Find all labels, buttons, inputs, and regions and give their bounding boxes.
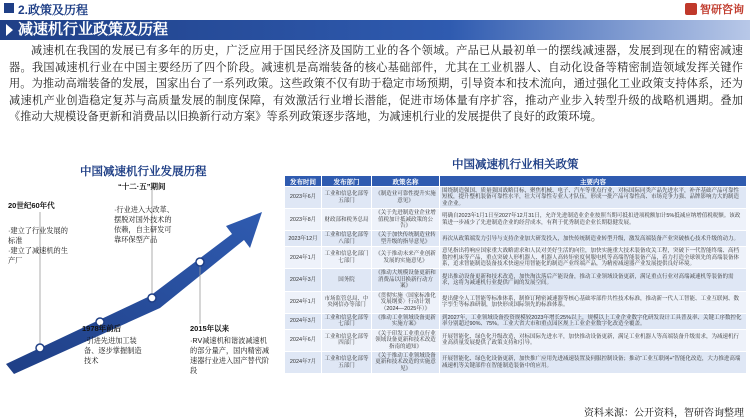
cell-content: 再次从政策端发力引导与支持企业加大研发投入，加快传统制造业转型升级，激发高端装备产业突破核心技术升级的动力。 [440,231,747,247]
cell-policy: 《制造业可靠性提升实施意见》 [372,187,440,209]
cell-policy: 《推动大规模设备更新和消费品以旧换新行动方案》 [372,269,440,291]
stage-year: 2015年以来 [190,324,230,333]
logo-text: 智研咨询 [700,4,744,16]
cell-content: 到2027年，工业领域设备投资规模较2023年增长25%以上，规模以上工业企业数字化研发设计工具普及率、关键工序数控化率分别超过90%、75%。工业大省大市和重点园区规上工业企业数字化改造全覆盖。 [440,313,747,329]
timeline-node [36,344,44,352]
stage-year: 1978年前后 [82,324,122,333]
brand-logo [685,1,744,17]
column-header: 发布部门 [322,176,372,187]
column-header: 主要内容 [440,176,747,187]
stage-description: ·RV减速机和谐波减速机的部分量产，国内精密减速器行业进入国产替代阶段 [190,336,270,375]
timeline-node [148,294,156,302]
cell-content: 开展智能化、绿色化升级改造，对标国际先进水平，加快推动设备更新，满足工业机器人等高端装备升级需求，为减速机行业高质量发展提供了政策支持和引导。 [440,329,747,351]
cell-department: 市场监管总局、中央网信办等部门 [322,291,372,313]
cell-content: 开展智能化、绿色化设备更新，加快推广应用先进减速装置及伺服控制设备；推动“工业互联网+”智能化改造，大力推进高端减速机等关键部件在智能制造装备中的应用。 [440,351,747,373]
timeline-node [196,258,204,266]
stage-year: “十二·五”期间 [118,182,166,191]
stage-description: ·行业进入大改革、摆脱对国外技术的依赖，自主研发可靠环保型产品 [114,205,174,244]
cell-content: 围绕制造强国、质量强国战略目标，聚焦机械、电子、汽车等重点行业，对标国际同类产品先进水平，补齐基础产品可靠性短板，提升整机装备可靠性水平，壮大可靠性专业人才队伍，形成一批产品可靠性高、市场竞争力强、品牌影响力大的制造业企业。 [440,187,747,209]
section-marker-icon [4,3,14,13]
section-title: 2.政策及历程 [18,3,89,17]
table-row [285,187,747,209]
intro-paragraph: 减速机在我国的发展已有多年的历史，广泛应用于国民经济及国防工业的各个领域。产品已从最初单一的摆线减速器，发展到现在的精密减速器。我国减速机行业在中国主要经历了四个阶段。减速机是高端装备的核心基础部件，尤其在工业机器人、自动化设备等精密制造领域发挥关键作用。为推动高端装备的发展，国家出台了一系列政策。这些政策不仅有助于稳定市场预期，引导资本和技术流向，通过强化工业政策支持体系，还为减速机产业创造稳定复苏与高质量发展的制度保障，有效激活行业增长潜能，促进市场体量有序扩容，推动产业步入转型升级的战略机遇期。叠加《推动大规模设备更新和消费品以旧换新行动方案》等系列政策逐步落地，为减速机行业的发展提供了良好的政策环境。 [9,45,743,124]
top-bar [0,0,750,17]
cell-department: 工业和信息化部等四部门 [322,329,372,351]
cell-department: 国务院 [322,269,372,291]
table-row [285,329,747,351]
column-header: 发布时间 [285,176,322,187]
table-row [285,269,747,291]
cell-department: 工业和信息化部等五部门 [322,187,372,209]
cell-date: 2023年8月 [285,209,322,231]
stage-year: 20世纪60年代 [8,201,55,210]
stage-description: ·引进先进加工装备、逐步掌握制造技术 [84,336,142,365]
table-row [285,351,747,373]
cell-policy: 《关于推动工业领域设备更新和技术改造的实施意见》 [372,351,440,373]
cell-policy: 《关于推动未来产业创新发展的实施意见》 [372,247,440,269]
cell-department: 工业和信息化部等七部门 [322,313,372,329]
cell-policy: 《贯彻实施〈国家标准化发展纲要〉行动计划（2024—2025年）》 [372,291,440,313]
table-row [285,313,747,329]
cell-date: 2024年1月 [285,291,322,313]
cell-date: 2024年6月 [285,329,322,351]
policy-table [284,175,747,374]
cell-date: 2024年7月 [285,351,322,373]
stage-description: ·建立了行业发展的标准 ·建立了减速机的生产厂 [8,226,68,265]
table-row [285,209,747,231]
cell-department: 财政部和税务总局 [322,209,372,231]
cell-policy: 《关于加快传统制造业转型升级的指导意见》 [372,231,440,247]
table-header-row [285,176,747,187]
table-row [285,291,747,313]
logo-icon [685,3,697,15]
cell-department: 工业和信息化部门七部门 [322,247,372,269]
cell-date: 2024年3月 [285,269,322,291]
timeline-title: 中国减速机行业发展历程 [80,166,207,178]
source-note: 资料来源：公开资料，智研咨询整理 [584,408,744,419]
cell-department: 工业和信息化部等五部门 [322,351,372,373]
table-row [285,247,747,269]
cell-date: 2024年3月 [285,313,322,329]
cell-policy: 《关于先进制造业企业增值税加计抵减政策的公告》 [372,209,440,231]
cell-content: 提出健全人工智能等标准体系，制修订精密减速器等核心基础零部件共性技术标准，推动新一代人工智能、工业互联网、数字孪生等标准研制，加快形成国际领先的标准体系。 [440,291,747,313]
title-banner [0,20,750,40]
cell-policy: 《关于印发工业重点行业领域设备更新和技术改造指南的通知》 [372,329,440,351]
cell-date: 2023年12月 [285,231,322,247]
table-title: 中国减速机行业相关政策 [452,159,579,171]
column-header: 政策名称 [372,176,440,187]
table-row [285,231,747,247]
arrow-icon [6,24,13,36]
cell-content: 明确自2023年1月1日至2027年12月31日，允许先进制造业企业按照当期可抵扣进项税额加计5%抵减应纳增值税税额。该政策进一步减少了先进制造企业的经营成本，有利于优秀制造企业长期稳健发展。 [440,209,747,231]
page-title: 减速机行业政策及历程 [18,21,169,38]
cell-date: 2023年6月 [285,187,322,209]
cell-date: 2024年1月 [285,247,322,269]
cell-department: 工业和信息化部等八部门 [322,231,372,247]
cell-policy: 《推动工业领域设备更新实施方案》 [372,313,440,329]
cell-content: 提出推动设备更新和技术改造，加快淘汰落后产能设备，推动工业领域设备更新，满足重点行业对高端减速机等装备的需求，这将为减速机行业提供广阔的发展空间。 [440,269,747,291]
cell-content: 意见指出将响应国家重大战略需求和人民对美好生活的向往，加快实施重大技术装备攻关工程，突破下一代智能终端、高档数控机床等产品，重点突破人形机器人、机器人高转矩密度伺服电机等高端智能装备产品，着力打造全球领先的高端装备体系，追求智能制造装备技术快速应用智能化的制造产业终端产品，为精密减速器产业发展提供良好环境。 [440,247,747,269]
